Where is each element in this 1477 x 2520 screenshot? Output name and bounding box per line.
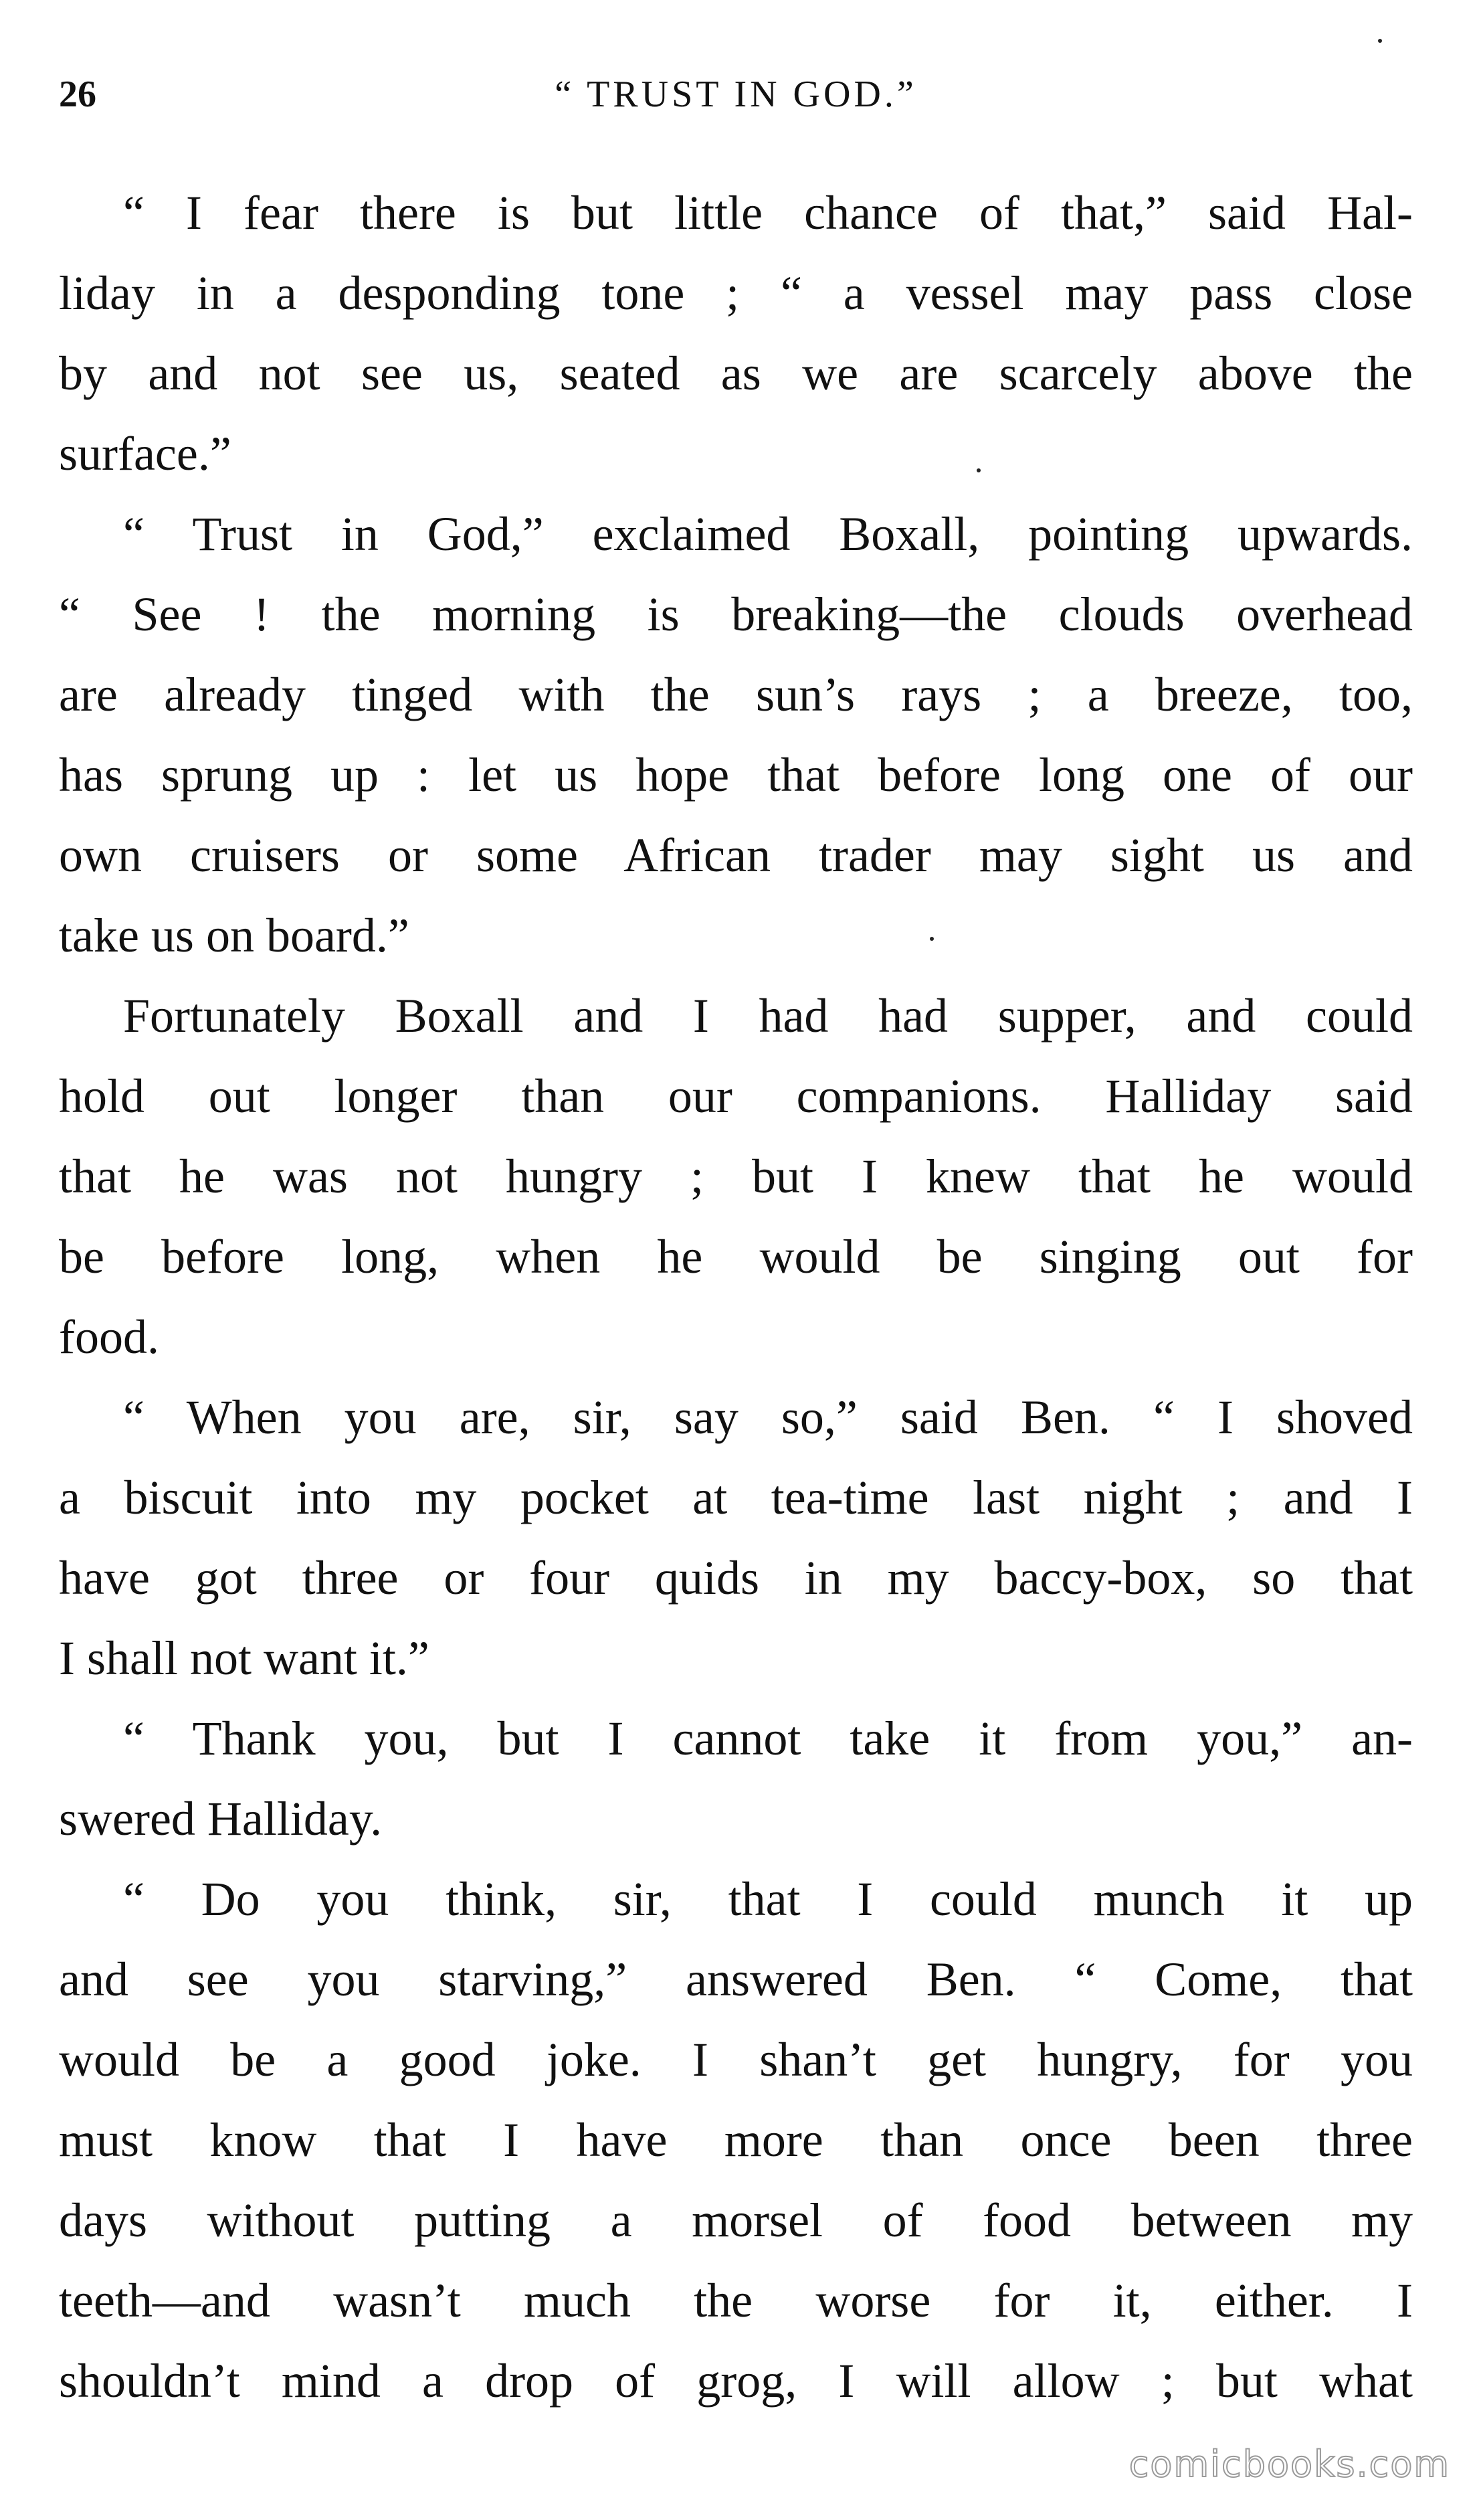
text-line: hold out longer than our companions. Halliday said [59, 1069, 1413, 1123]
text-line: “ I fear there is but little chance of that,” said Hal- [123, 186, 1413, 240]
text-line: food. [59, 1310, 159, 1364]
text-line: teeth—and wasn’t much the worse for it, either. I [59, 2274, 1413, 2327]
text-line: take us on board.” [59, 909, 409, 962]
text-line: shouldn’t mind a drop of grog, I will allow ; but what [59, 2354, 1413, 2408]
print-speck [930, 937, 934, 941]
text-line: “ When you are, sir, say so,” said Ben. “ I shoved [123, 1390, 1413, 1444]
text-line: “ Do you think, sir, that I could munch it up [123, 1872, 1413, 1926]
text-line: swered Halliday. [59, 1792, 383, 1846]
text-line: “ Thank you, but I cannot take it from you,” an- [123, 1712, 1413, 1765]
text-line: I shall not want it.” [59, 1631, 429, 1685]
text-line: have got three or four quids in my baccy-box, so that [59, 1551, 1413, 1605]
text-line: liday in a desponding tone ; “ a vessel may pass close [59, 266, 1413, 320]
watermark: comicbooks.com [1128, 2443, 1450, 2485]
text-line: “ See ! the morning is breaking—the clouds overhead [59, 588, 1413, 641]
text-line: “ Trust in God,” exclaimed Boxall, pointing upwards. [123, 507, 1413, 561]
text-line: be before long, when he would be singing out for [59, 1230, 1413, 1283]
text-line: are already tinged with the sun’s rays ; a breeze, too, [59, 668, 1413, 721]
running-head: “ TRUST IN GOD.” [555, 74, 917, 115]
text-line: that he was not hungry ; but I knew that he would [59, 1150, 1413, 1203]
page-number: 26 [59, 74, 96, 115]
body-text [59, 173, 1413, 2421]
text-line: would be a good joke. I shan’t get hungry, for you [59, 2033, 1413, 2086]
page-header [59, 64, 1413, 124]
text-line: own cruisers or some African trader may sight us and [59, 828, 1413, 882]
text-line: by and not see us, seated as we are scarcely above the [59, 347, 1413, 400]
text-line: Fortunately Boxall and I had had supper, and could [123, 989, 1413, 1043]
text-line: has sprung up : let us hope that before long one of our [59, 748, 1413, 802]
print-speck [977, 468, 981, 472]
text-line: a biscuit into my pocket at tea-time last night ; and I [59, 1471, 1413, 1524]
text-line: must know that I have more than once been three [59, 2113, 1413, 2167]
print-speck [1378, 39, 1382, 43]
text-line: and see you starving,” answered Ben. “ Come, that [59, 1953, 1413, 2006]
text-line: days without putting a morsel of food between my [59, 2193, 1413, 2247]
text-line: surface.” [59, 427, 231, 480]
